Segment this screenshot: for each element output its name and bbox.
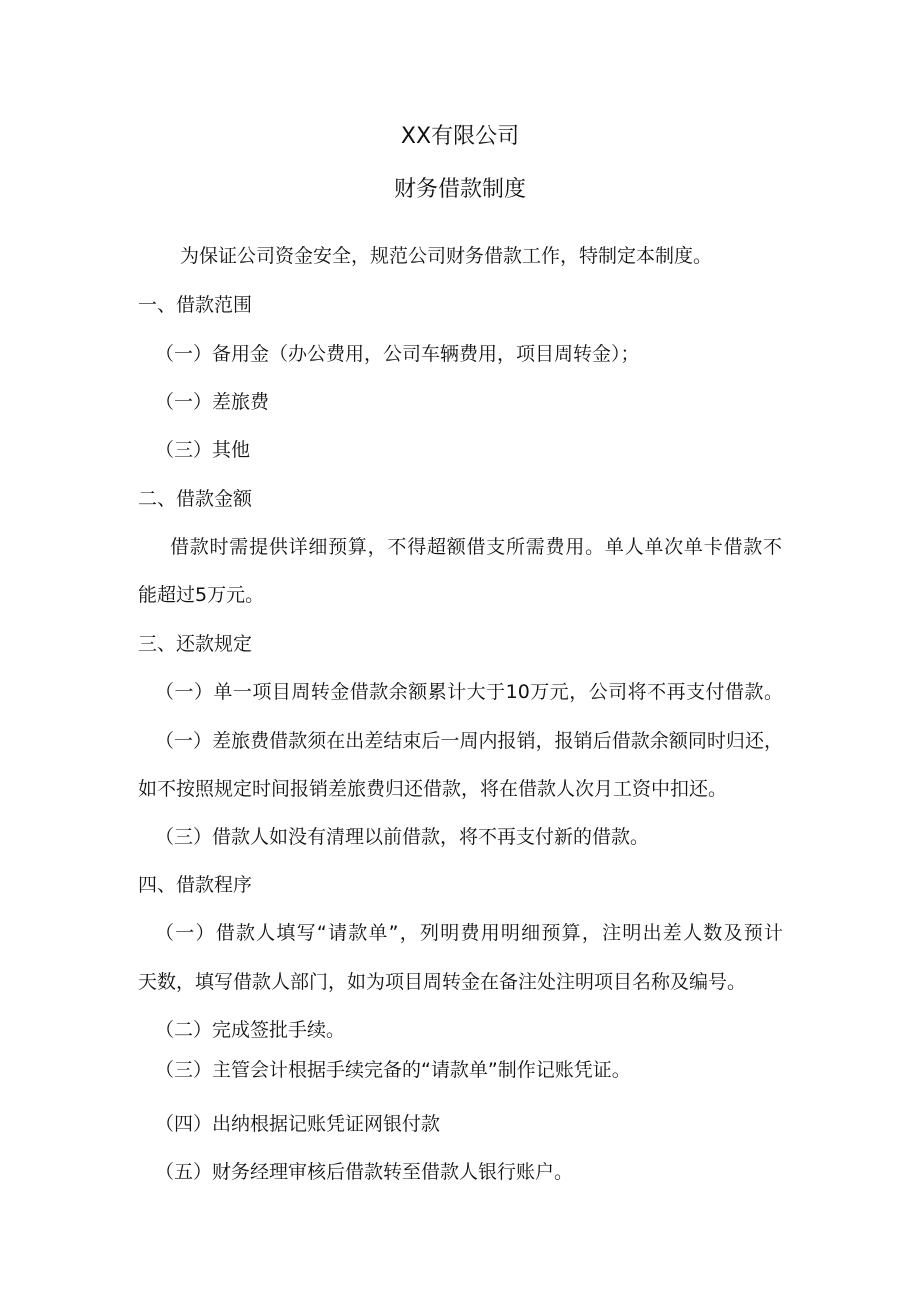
section-heading-procedure: 四、借款程序 [138,874,253,896]
document-title: 财务借款制度 [393,177,526,202]
scope-item-3: （三）其他 [155,439,251,461]
section-heading-repayment: 三、还款规定 [138,633,253,655]
procedure-line-6: （五）财务经理审核后借款转至借款人银行账户。 [155,1161,574,1183]
repayment-line-4: （三）借款人如没有清理以前借款，将不再支付新的借款。 [155,826,650,848]
intro-paragraph: 为保证公司资金安全，规范公司财务借款工作，特制定本制度。 [180,245,713,267]
procedure-line-1: （一）借款人填写“请款单”，列明费用明细预算，注明出差人数及预计 [155,922,783,944]
procedure-line-3: （二）完成签批手续。 [155,1019,346,1041]
scope-item-2: （一）差旅费 [155,391,270,413]
procedure-line-5: （四）出纳根据记账凭证网银付款 [155,1113,441,1135]
repayment-line-3: 如不按照规定时间报销差旅费归还借款，将在借款人次月工资中扣还。 [138,778,728,800]
section-heading-scope: 一、借款范围 [138,294,253,316]
amount-paragraph-line-1: 借款时需提供详细预算，不得超额借支所需费用。单人单次单卡借款不 [170,536,782,558]
amount-paragraph-line-2: 能超过5万元。 [138,584,265,606]
section-heading-amount: 二、借款金额 [138,488,253,510]
company-name: XX有限公司 [400,124,520,149]
repayment-line-2: （一）差旅费借款须在出差结束后一周内报销，报销后借款余额同时归还， [155,730,783,752]
procedure-line-4: （三）主管会计根据手续完备的“请款单”制作记账凭证。 [155,1059,631,1081]
procedure-line-2: 天数，填写借款人部门，如为项目周转金在备注处注明项目名称及编号。 [138,971,747,993]
scope-item-1: （一）备用金（办公费用，公司车辆费用，项目周转金）； [155,343,640,365]
repayment-line-1: （一）单一项目周转金借款余额累计大于10万元，公司将不再支付借款。 [155,681,783,703]
